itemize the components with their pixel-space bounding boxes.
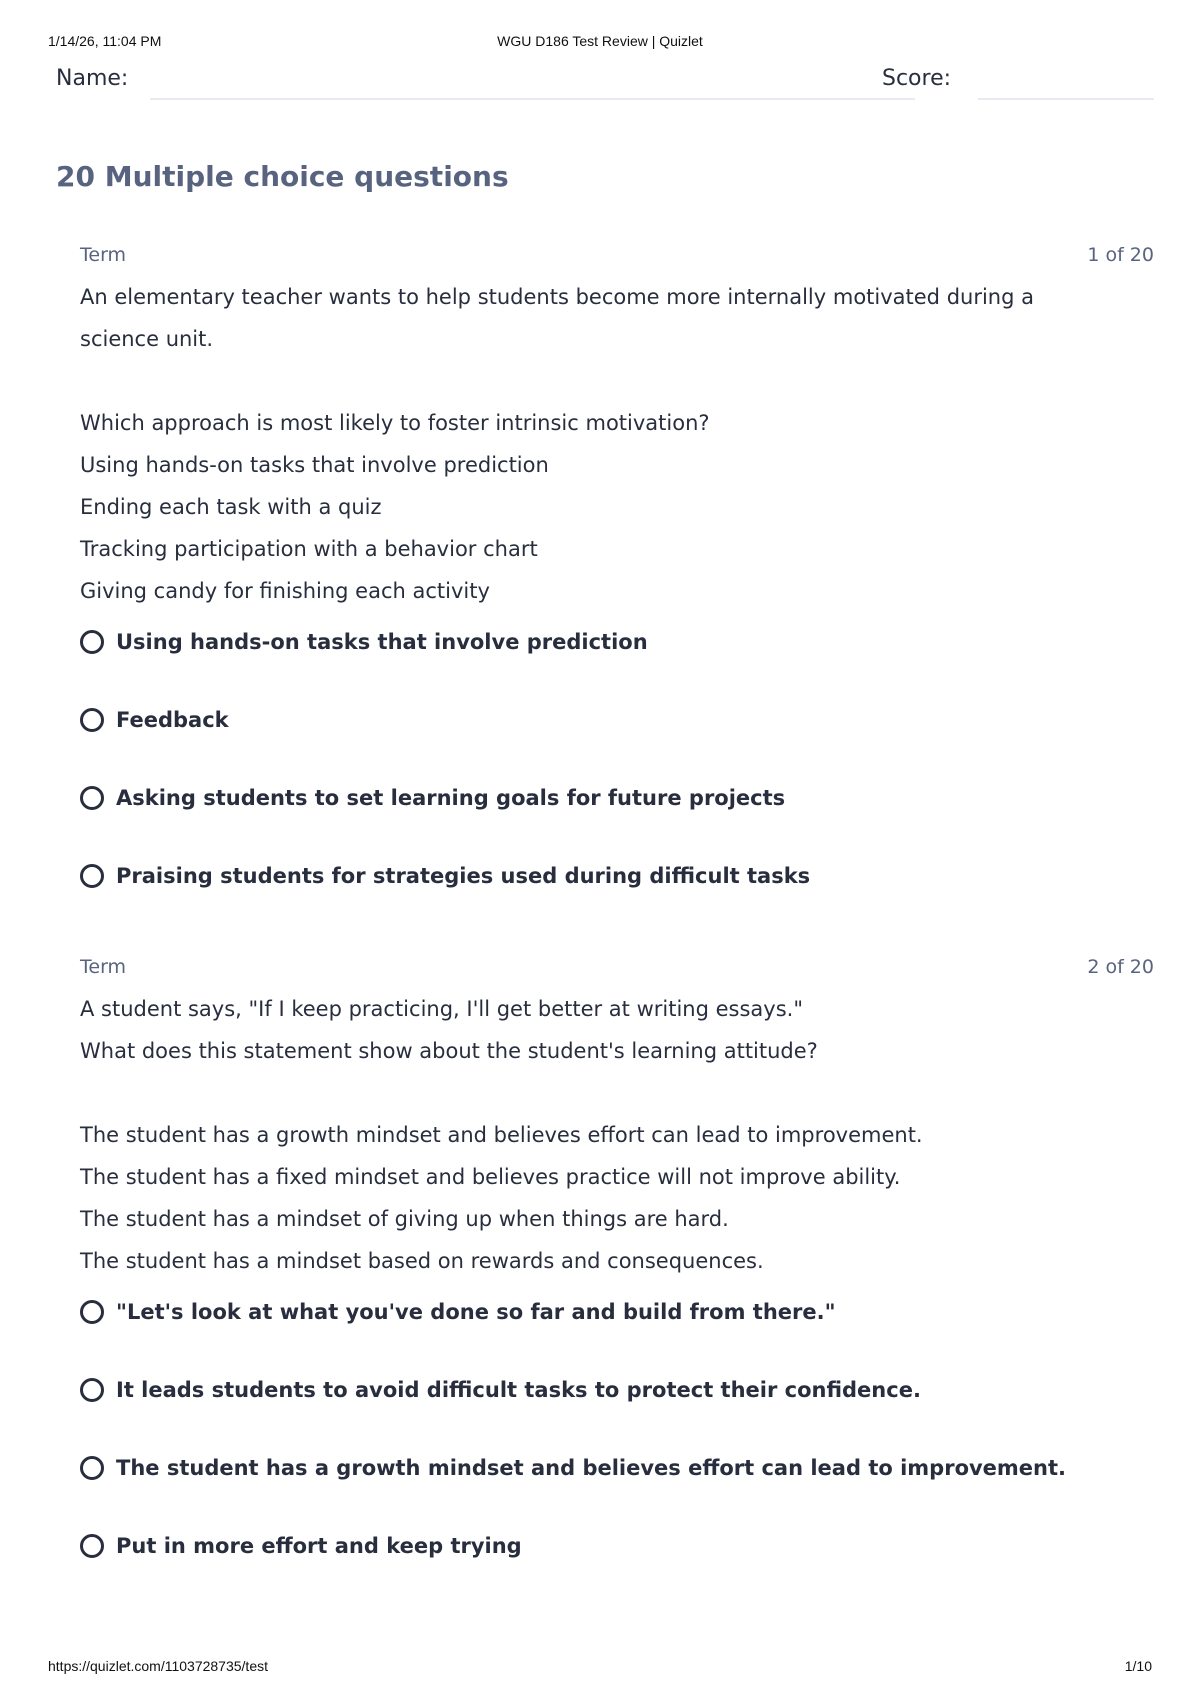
question-type-label: Term xyxy=(80,244,127,266)
question-detail-line: Which approach is most likely to foster intrinsic motivation? xyxy=(80,411,710,435)
print-datetime: 1/14/26, 11:04 PM xyxy=(48,33,162,49)
answer-option[interactable] xyxy=(80,1374,1154,1452)
answer-option-text[interactable]: Feedback xyxy=(116,708,229,732)
answer-option-text[interactable]: Asking students to set learning goals for future projects xyxy=(116,786,786,810)
radio-circle-icon[interactable] xyxy=(80,864,104,888)
answer-option[interactable] xyxy=(80,1296,1154,1374)
print-page-number: 1/10 xyxy=(1124,1658,1152,1674)
question-card xyxy=(80,244,1154,938)
radio-circle-icon[interactable] xyxy=(80,1534,104,1558)
name-score-row xyxy=(56,66,1154,106)
answer-options xyxy=(80,626,1154,938)
radio-circle-icon[interactable] xyxy=(80,630,104,654)
spacer xyxy=(80,1072,1154,1114)
question-type-label: Term xyxy=(80,956,127,978)
question-header xyxy=(80,956,1154,988)
radio-circle-icon[interactable] xyxy=(80,786,104,810)
answer-option-text[interactable]: It leads students to avoid difficult tasks to protect their confidence. xyxy=(116,1378,921,1402)
question-prompt-line: A student says, "If I keep practicing, I'll get better at writing essays." xyxy=(80,997,803,1021)
radio-circle-icon[interactable] xyxy=(80,1456,104,1480)
answer-option-text[interactable]: The student has a growth mindset and believes effort can lead to improvement. xyxy=(116,1456,1067,1480)
question-detail-line: Ending each task with a quiz xyxy=(80,495,382,519)
question-detail-line: The student has a mindset based on rewards and consequences. xyxy=(80,1249,764,1273)
question-detail-line: Tracking participation with a behavior chart xyxy=(80,537,538,561)
question-card xyxy=(80,956,1154,1608)
answer-options xyxy=(80,1296,1154,1608)
question-detail-line: The student has a mindset of giving up when things are hard. xyxy=(80,1207,729,1231)
section-title: 20 Multiple choice questions xyxy=(56,160,509,193)
answer-option-text[interactable]: Put in more effort and keep trying xyxy=(116,1534,522,1558)
name-label: Name: xyxy=(56,66,129,91)
radio-circle-icon[interactable] xyxy=(80,1378,104,1402)
question-detail-line: The student has a growth mindset and believes effort can lead to improvement. xyxy=(80,1123,923,1147)
answer-option-text[interactable]: "Let's look at what you've done so far and build from there." xyxy=(116,1300,836,1324)
radio-circle-icon[interactable] xyxy=(80,708,104,732)
answer-option[interactable] xyxy=(80,1452,1154,1530)
question-prompt-line: What does this statement show about the student's learning attitude? xyxy=(80,1039,818,1063)
question-detail-line: Giving candy for finishing each activity xyxy=(80,579,490,603)
question-prompt-line: science unit. xyxy=(80,327,214,351)
print-header xyxy=(48,33,1152,53)
question-detail-line: The student has a fixed mindset and believes practice will not improve ability. xyxy=(80,1165,901,1189)
name-field-line xyxy=(150,98,915,100)
answer-option-text[interactable]: Using hands-on tasks that involve prediction xyxy=(116,630,648,654)
score-field-line xyxy=(978,98,1154,100)
spacer xyxy=(80,360,1154,402)
print-page-title: WGU D186 Test Review | Quizlet xyxy=(497,33,703,49)
print-url: https://quizlet.com/1103728735/test xyxy=(48,1658,268,1674)
answer-option[interactable] xyxy=(80,704,1154,782)
question-header xyxy=(80,244,1154,276)
score-label: Score: xyxy=(882,66,952,91)
radio-circle-icon[interactable] xyxy=(80,1300,104,1324)
answer-option[interactable] xyxy=(80,1530,1154,1608)
answer-option-text[interactable]: Praising students for strategies used during difficult tasks xyxy=(116,864,811,888)
question-detail-line: Using hands-on tasks that involve prediction xyxy=(80,453,549,477)
question-counter: 2 of 20 xyxy=(1087,956,1154,978)
answer-option[interactable] xyxy=(80,860,1154,938)
question-prompt-line: An elementary teacher wants to help students become more internally motivated during a xyxy=(80,285,1034,309)
print-footer xyxy=(48,1658,1152,1678)
answer-option[interactable] xyxy=(80,626,1154,704)
answer-option[interactable] xyxy=(80,782,1154,860)
question-counter: 1 of 20 xyxy=(1087,244,1154,266)
